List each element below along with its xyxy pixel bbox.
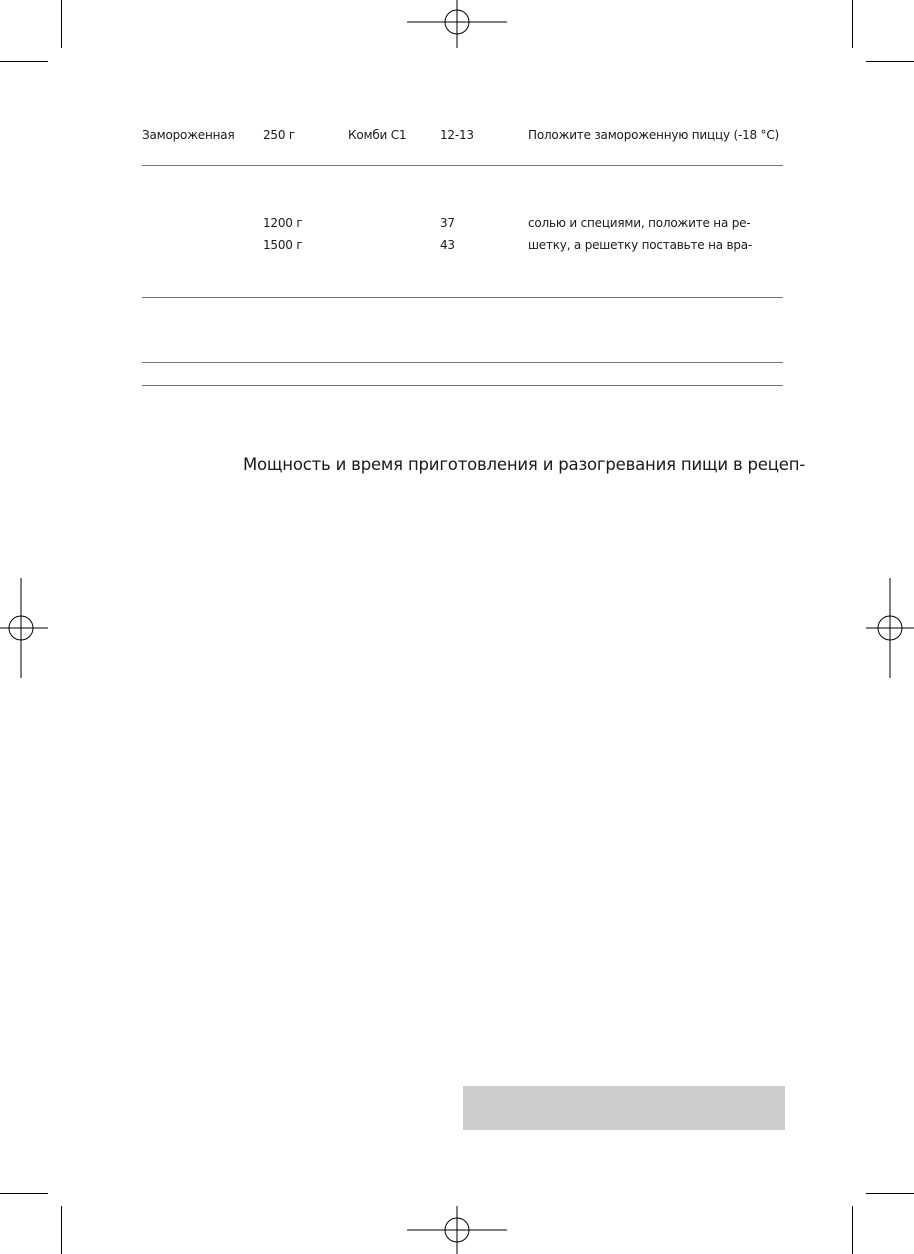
- cell-weight: 1200 г: [263, 216, 303, 230]
- crop-mark: [61, 0, 62, 48]
- cell-time: 43: [440, 238, 455, 252]
- cell-note: Положите замороженную пиццу (-18 °С): [528, 128, 780, 142]
- table-rule: [142, 297, 783, 298]
- crop-mark: [852, 1206, 853, 1254]
- cell-note: шетку, а решетку поставьте на вра-: [528, 238, 753, 252]
- registration-mark-right: [866, 578, 914, 678]
- registration-mark-top: [407, 0, 507, 48]
- crop-mark: [866, 1193, 914, 1194]
- cell-dish: Замороженная: [142, 128, 235, 142]
- cell-weight: 250 г: [263, 128, 296, 142]
- crop-mark: [0, 61, 48, 62]
- registration-mark-left: [0, 578, 48, 678]
- table-rule: [142, 362, 783, 363]
- crop-mark: [852, 0, 853, 48]
- cell-weight: 1500 г: [263, 238, 303, 252]
- crop-mark: [61, 1206, 62, 1254]
- crop-mark: [0, 1193, 48, 1194]
- body-paragraph: Мощность и время приготовления и разогревания пищи в рецеп-: [243, 455, 806, 474]
- cell-time: 37: [440, 216, 455, 230]
- crop-mark: [866, 61, 914, 62]
- cell-mode: Комби С1: [348, 128, 407, 142]
- cell-note: солью и специями, положите на ре-: [528, 216, 751, 230]
- table-rule: [142, 165, 783, 166]
- registration-mark-bottom: [407, 1206, 507, 1254]
- table-rule: [142, 385, 783, 386]
- cell-time: 12-13: [440, 128, 474, 142]
- page-tab-box: [463, 1086, 785, 1130]
